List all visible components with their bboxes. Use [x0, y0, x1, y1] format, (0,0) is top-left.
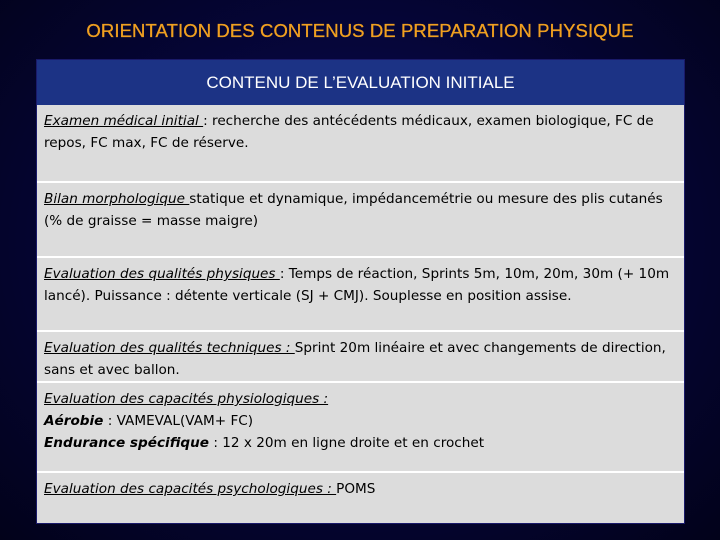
row-sub-label-endurance: Endurance spécifique: [44, 435, 210, 451]
row-label: Examen médical initial: [44, 113, 204, 129]
table-row-bilan-morphologique: [37, 183, 684, 256]
row-text: statique et dynamique, impédancemétrie ou mesure des plis cutanés (% de graisse = masse maigre): [44, 191, 663, 229]
row-text: Sprint 20m linéaire et avec changements de direction, sans et avec ballon.: [44, 340, 666, 378]
row-label: Evaluation des capacités physiologiques :: [44, 391, 329, 407]
row-sub-text-aerobie: : VAMEVAL(VAM+ FC): [103, 413, 254, 429]
row-label: Evaluation des qualités physiques: [44, 266, 280, 282]
table-row-capacites-physiologiques: [37, 383, 684, 477]
evaluation-table: [36, 59, 685, 524]
row-label: Evaluation des qualités techniques :: [44, 340, 295, 356]
table-row-examen-medical: [37, 105, 684, 181]
row-label: Bilan morphologique: [44, 191, 190, 207]
slide-title: ORIENTATION DES CONTENUS DE PREPARATION PHYSIQUE: [86, 20, 634, 41]
row-sub-text-endurance: : 12 x 20m en ligne droite et en crochet: [209, 435, 485, 451]
table-row-capacites-psychologiques: [37, 473, 684, 523]
row-sub-label-aerobie: Aérobie: [44, 413, 104, 429]
table-header: CONTENU DE L’EVALUATION INITIALE: [37, 60, 684, 106]
table-row-qualites-techniques: [37, 332, 684, 381]
table-row-qualites-physiques: [37, 258, 684, 330]
row-text: : recherche des antécédents médicaux, examen biologique, FC de repos, FC max, FC de réserve.: [44, 113, 654, 151]
row-label: Evaluation des capacités psychologiques :: [44, 481, 337, 497]
row-text: POMS: [336, 481, 376, 497]
row-text: : Temps de réaction, Sprints 5m, 10m, 20m, 30m (+ 10m lancé). Puissance : détente verticale (SJ + CMJ). Souplesse en position assise.: [44, 266, 670, 304]
